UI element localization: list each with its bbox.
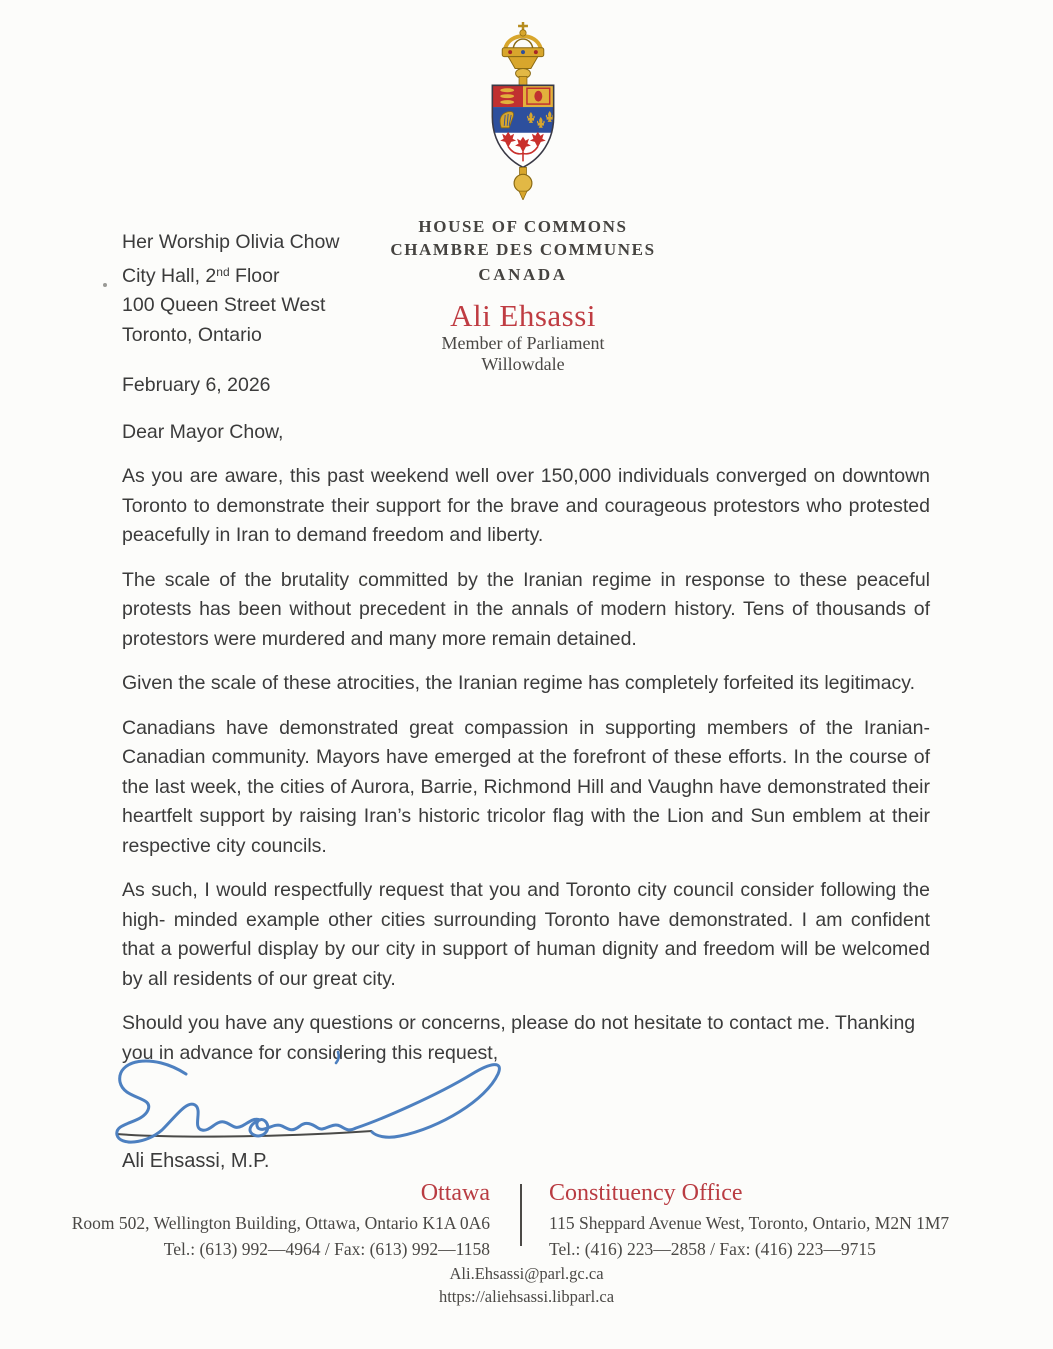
body-paragraph: Given the scale of these atrocities, the Iranian regime has completely forfeited its legitimacy. [122, 672, 916, 694]
org-name-en: HOUSE OF COMMONS [418, 217, 628, 236]
org-name-fr: CHAMBRE DES COMMUNES [390, 240, 656, 259]
mp-name: Ali Ehsassi [450, 298, 596, 333]
body-paragraph: Canadians have demonstrated great compassion in supporting members of the Iranian-Canadian community. Mayors have emerged at the forefront of these efforts. In the course of the last week, the cities of Aurora, Barrie, Richmond Hill and Vaughn have demonstrated their heartfelt support by raising Iran’s historic tricolor flag with the Lion and Sun emblem at their respective city councils. [122, 716, 930, 857]
constituency-office-address: 115 Sheppard Avenue West, Toronto, Ontario, M2N 1M7 [549, 1213, 950, 1233]
letter-date: February 6, 2026 [122, 374, 271, 396]
handwritten-signature [88, 1046, 538, 1156]
org-country: CANADA [478, 265, 568, 284]
body-paragraph: Should you have any questions or concerns, please do not hesitate to contact me. Thanking you in advance for considering this request, [122, 1012, 916, 1064]
ottawa-office-title: Ottawa [420, 1180, 490, 1206]
body-paragraph: The scale of the brutality committed by the Iranian regime in response to these peaceful protests has been without precedent in the annals of modern history. Tens of thousands of protestors were murdered and many more remain detained. [122, 568, 930, 650]
signed-name: Ali Ehsassi, M.P. [122, 1150, 270, 1172]
constituency-office-phone: Tel.: (416) 223—2858 / Fax: (416) 223—9715 [549, 1239, 876, 1259]
ottawa-office-phone: Tel.: (613) 992—4964 / Fax: (613) 992—1158 [163, 1239, 490, 1259]
footer-divider [520, 1184, 522, 1246]
recipient-name: Her Worship Olivia Chow [122, 231, 340, 253]
footer-constituency-office [549, 1180, 989, 1262]
contact-website: https://aliehsassi.libparl.ca [438, 1287, 615, 1306]
mp-title: Member of Parliament [441, 333, 605, 353]
constituency-office-title: Constituency Office [549, 1180, 743, 1206]
letter-body [122, 228, 930, 1068]
contact-email: Ali.Ehsassi@parl.gc.ca [449, 1264, 604, 1283]
ottawa-office-address: Room 502, Wellington Building, Ottawa, Ontario K1A 0A6 [71, 1213, 490, 1233]
ordinal-superscript: nd [216, 264, 230, 279]
footer-ottawa-office [58, 1180, 490, 1262]
body-paragraph: As such, I would respectfully request that you and Toronto city council consider following the high- minded example other cities surrounding Toronto have demonstrated. I am confident that a powerful display by our city in support of human dignity and freedom will be welcomed by all residents of our great city. [122, 879, 930, 990]
mp-riding: Willowdale [481, 354, 565, 374]
footer-contact [0, 1262, 1053, 1308]
salutation: Dear Mayor Chow, [122, 420, 284, 443]
recipient-address-line: Toronto, Ontario [122, 323, 262, 346]
recipient-address-line: 100 Queen Street West [122, 294, 326, 316]
recipient-address-line: City Hall, 2nd Floor [122, 264, 280, 287]
scan-artifact-speck [103, 283, 107, 287]
body-paragraph: As you are aware, this past weekend well over 150,000 individuals converged on downtown Toronto to demonstrate their support for the brave and courageous protestors who protested peacefully in Iran to demand freedom and liberty. [122, 465, 930, 546]
house-of-commons-coat-of-arms-icon [463, 22, 583, 200]
